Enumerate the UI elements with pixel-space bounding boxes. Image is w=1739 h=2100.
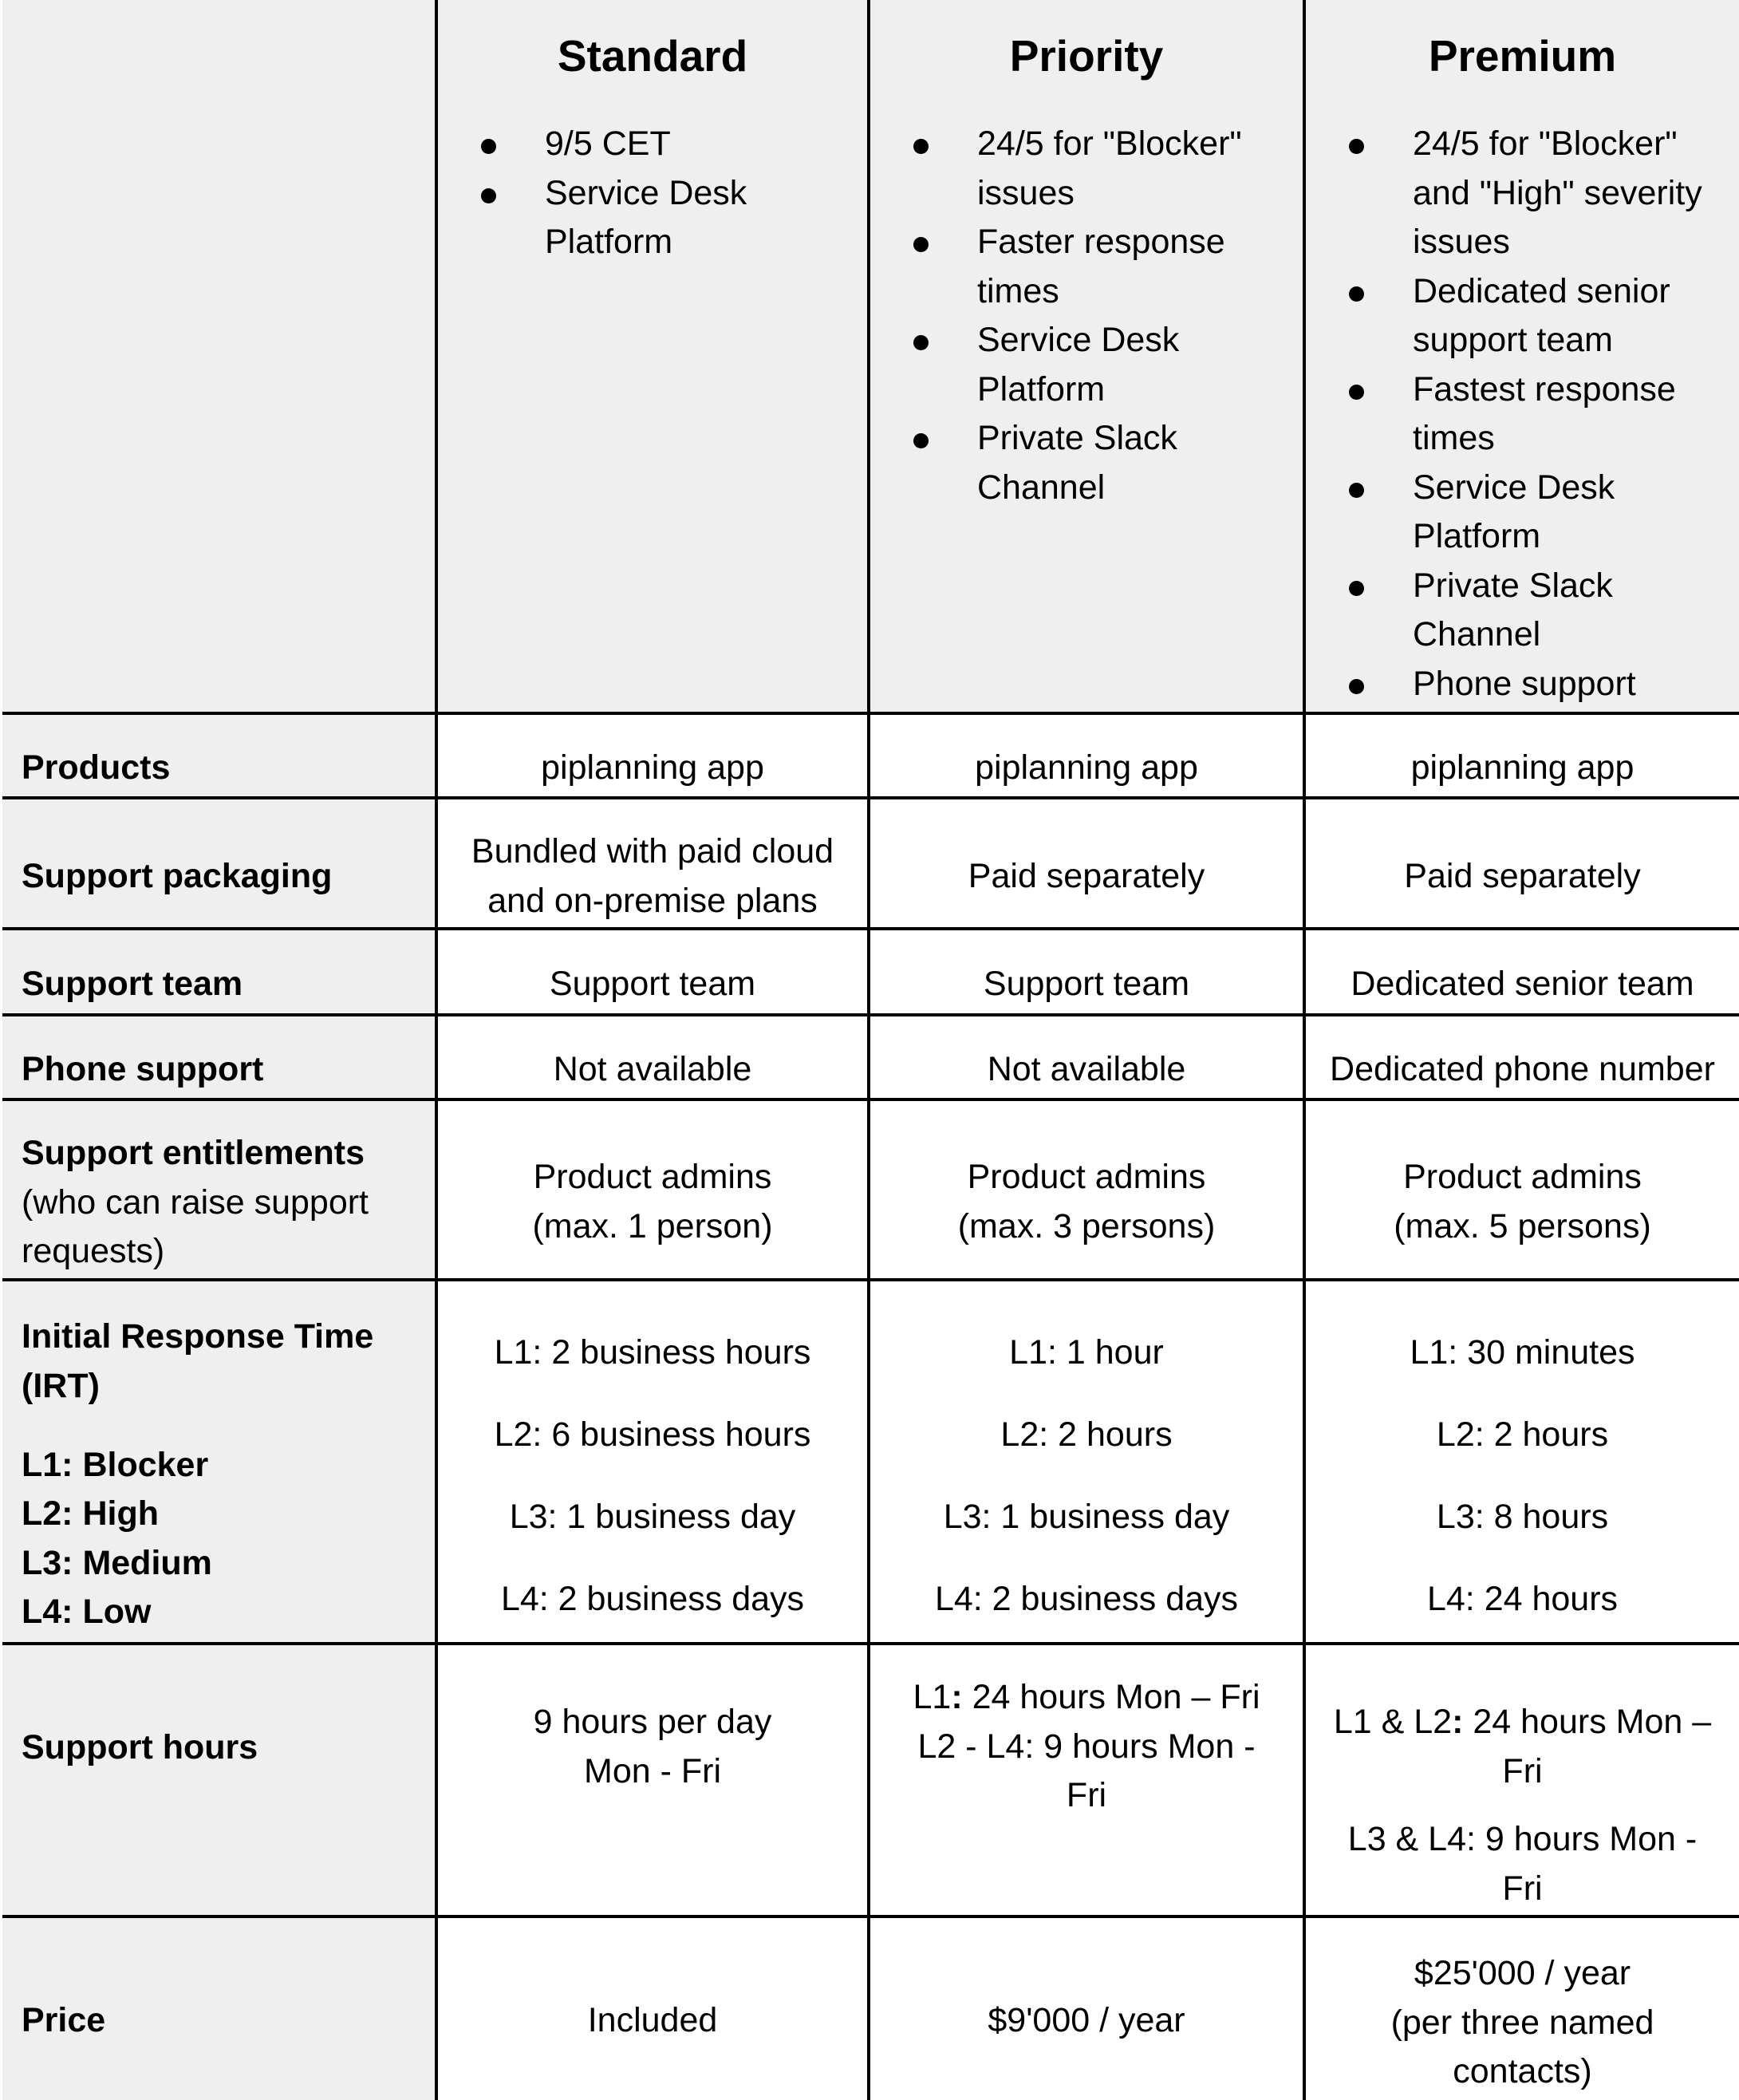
hours-colon: : xyxy=(951,1678,963,1716)
feature-text: Service Desk Platform xyxy=(1413,468,1615,555)
hours-premium xyxy=(1306,1645,1739,1915)
irt-value: L4: 2 business days xyxy=(934,1580,1239,1618)
plan-title-priority: Priority xyxy=(1009,31,1164,81)
hours-standard: 9 hours per day Mon - Fri xyxy=(438,1645,867,1915)
feature-text: Service Desk Platform xyxy=(977,321,1180,409)
packaging-priority: Paid separately xyxy=(870,799,1303,927)
bullet-icon xyxy=(1349,679,1364,694)
irt-premium xyxy=(1306,1281,1739,1642)
feature-text: Fastest response times xyxy=(1413,369,1676,457)
row-label-support-team: Support team xyxy=(2,930,435,1013)
irt-value: L3: 8 hours xyxy=(1436,1498,1609,1536)
support-plans-table xyxy=(2,0,1739,2100)
feature-item xyxy=(1306,120,1728,267)
feature-item xyxy=(870,120,1292,218)
feature-item xyxy=(438,169,860,267)
entitlements-premium: Product admins (max. 5 persons) xyxy=(1306,1101,1739,1278)
irt-value: L1: 30 minutes xyxy=(1410,1333,1635,1372)
feature-list-priority xyxy=(870,120,1303,512)
bullet-icon xyxy=(1349,581,1364,596)
row-label-phone-support: Phone support xyxy=(2,1016,435,1098)
feature-text: Phone support xyxy=(1413,664,1636,703)
irt-value: L4: 24 hours xyxy=(1426,1580,1619,1618)
feature-item xyxy=(870,218,1292,316)
hours-premium-p1 xyxy=(1322,1698,1723,1796)
severity-level: L3: Medium xyxy=(22,1543,212,1582)
feature-list-standard xyxy=(438,120,867,267)
plan-header-standard xyxy=(438,0,867,712)
bullet-icon xyxy=(913,139,929,154)
row-label-support-packaging: Support packaging xyxy=(2,799,435,927)
team-standard: Support team xyxy=(438,930,867,1013)
feature-text: Private Slack Channel xyxy=(977,419,1177,507)
row-label-initial-response-time xyxy=(2,1281,435,1642)
bullet-icon xyxy=(481,188,496,203)
irt-value: L3: 1 business day xyxy=(509,1498,796,1536)
entitlements-sublabel: (who can raise support requests) xyxy=(22,1182,369,1270)
feature-text: Private Slack Channel xyxy=(1413,566,1613,653)
products-priority: piplanning app xyxy=(870,715,1303,796)
irt-value: L4: 2 business days xyxy=(500,1580,805,1618)
entitlements-standard: Product admins (max. 1 person) xyxy=(438,1101,867,1278)
plan-header-premium xyxy=(1306,0,1739,712)
row-label-price: Price xyxy=(2,1918,435,2100)
hours-level-text: 24 hours Mon – Fri xyxy=(1473,1703,1712,1790)
feature-item xyxy=(870,414,1292,512)
feature-item xyxy=(1306,365,1728,464)
feature-text: Service Desk Platform xyxy=(545,173,747,261)
plan-title-premium: Premium xyxy=(1428,31,1617,81)
irt-label: Initial Response Time (IRT) xyxy=(22,1317,374,1405)
bullet-icon xyxy=(913,433,929,448)
phone-standard: Not available xyxy=(438,1016,867,1098)
phone-premium: Dedicated phone number xyxy=(1306,1016,1739,1098)
bullet-icon xyxy=(913,237,929,252)
bullet-icon xyxy=(1349,286,1364,302)
feature-text: 24/5 for "Blocker" and "High" severity issues xyxy=(1413,124,1702,261)
bullet-icon xyxy=(913,335,929,350)
hours-level-text: 24 hours Mon – Fri xyxy=(962,1678,1260,1716)
severity-level: L2: High xyxy=(22,1494,159,1533)
hours-colon: : xyxy=(1452,1703,1464,1741)
products-standard: piplanning app xyxy=(438,715,867,796)
bullet-icon xyxy=(481,139,496,154)
feature-list-premium xyxy=(1306,120,1739,709)
hours-priority-l1 xyxy=(886,1673,1287,1723)
feature-item xyxy=(1306,562,1728,660)
feature-text: Faster response times xyxy=(977,223,1225,310)
bullet-icon xyxy=(1349,385,1364,400)
row-label-support-entitlements xyxy=(2,1101,435,1278)
hours-level-prefix: L1 xyxy=(913,1678,952,1716)
packaging-premium: Paid separately xyxy=(1306,799,1739,927)
team-premium: Dedicated senior team xyxy=(1306,930,1739,1013)
irt-value: L1: 1 hour xyxy=(1009,1333,1164,1372)
feature-text: 24/5 for "Blocker" issues xyxy=(977,124,1242,212)
irt-standard xyxy=(438,1281,867,1642)
phone-priority: Not available xyxy=(870,1016,1303,1098)
bullet-icon xyxy=(1349,483,1364,498)
hours-level-prefix: L1 & L2 xyxy=(1333,1703,1453,1741)
feature-item xyxy=(1306,660,1728,709)
packaging-standard: Bundled with paid cloud and on-premise plans xyxy=(438,799,867,927)
entitlements-label: Support entitlements xyxy=(22,1134,365,1172)
feature-item xyxy=(1306,464,1728,562)
price-premium: $25'000 / year (per three named contacts) xyxy=(1306,1918,1739,2100)
plan-title-standard: Standard xyxy=(557,31,748,81)
hours-priority-rest: L2 - L4: 9 hours Mon - Fri xyxy=(917,1727,1256,1814)
team-priority: Support team xyxy=(870,930,1303,1013)
irt-value: L3: 1 business day xyxy=(943,1498,1230,1536)
hours-premium-p2: L3 & L4: 9 hours Mon - Fri xyxy=(1347,1820,1698,1908)
feature-item xyxy=(870,316,1292,414)
irt-value: L1: 2 business hours xyxy=(494,1333,811,1372)
bullet-icon xyxy=(1349,139,1364,154)
price-standard: Included xyxy=(438,1918,867,2100)
hours-priority xyxy=(870,1645,1303,1915)
feature-item xyxy=(1306,267,1728,365)
row-label-support-hours: Support hours xyxy=(2,1645,435,1915)
severity-level: L1: Blocker xyxy=(22,1445,209,1484)
plan-header-priority xyxy=(870,0,1303,712)
price-priority: $9'000 / year xyxy=(870,1918,1303,2100)
irt-priority xyxy=(870,1281,1303,1642)
header-corner-cell xyxy=(2,0,435,712)
feature-item xyxy=(438,120,860,169)
irt-value: L2: 2 hours xyxy=(1436,1415,1609,1454)
products-premium: piplanning app xyxy=(1306,715,1739,796)
irt-value: L2: 2 hours xyxy=(1000,1415,1173,1454)
feature-text: Dedicated senior support team xyxy=(1413,271,1670,359)
feature-text: 9/5 CET xyxy=(545,124,671,163)
irt-value: L2: 6 business hours xyxy=(494,1415,811,1454)
severity-level: L4: Low xyxy=(22,1593,152,1631)
row-label-products: Products xyxy=(2,715,435,796)
entitlements-priority: Product admins (max. 3 persons) xyxy=(870,1101,1303,1278)
